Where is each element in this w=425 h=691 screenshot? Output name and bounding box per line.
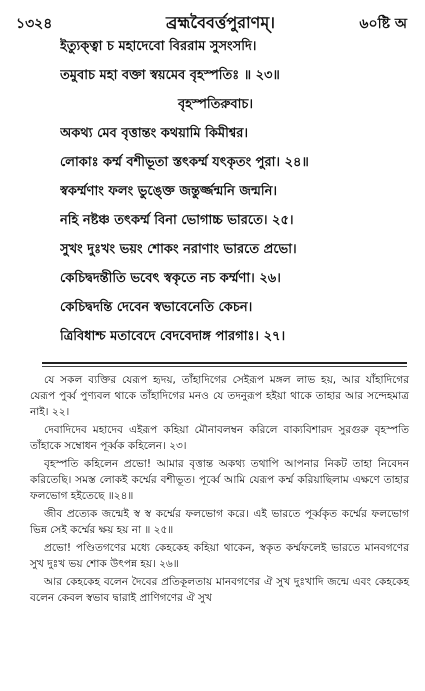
verse-line: নহি নষ্টঞ্চ তৎকর্ম্ম বিনা ভোগাচ্চ ভারতে। ২৫। xyxy=(60,213,294,228)
verse-line: সুখং দুঃখং ভয়ং শোকং নরাণাং ভারতে প্রভো। xyxy=(60,242,297,257)
section-divider xyxy=(42,362,407,364)
section-divider-thin xyxy=(42,366,407,367)
verse-line: স্বকর্ম্মণাং ফলং ভুঙ্ক্তে জন্তুর্জ্জন্মনি জন্মনি। xyxy=(60,184,277,199)
verse-line: কেচিদ্বদন্তি দেবেন স্বভাবেনেতি কেচন। xyxy=(60,300,253,315)
page-header xyxy=(16,8,407,32)
verse-line: তমুবাচ মহা বক্তা স্বয়মেব বৃহস্পতিঃ ॥ ২৩॥ xyxy=(60,68,280,83)
bengali-commentary xyxy=(30,372,409,608)
verse-line: অকথ্য মেব বৃত্তান্তং কথয়ামি কিমীশ্বর। xyxy=(60,126,249,141)
book-title: ব্রহ্মবৈবর্ত্তপুরাণম্। xyxy=(166,13,275,32)
commentary-paragraph: প্রভো! পণ্ডিতগণের মধ্যে কেহকেহ কহিয়া থাকেন, স্বকৃত কর্ম্মফলেই ভারতে মানবগণের সুখ দুঃখ ভয় শোক উৎপন্ন হয়। ২৬॥ xyxy=(30,542,409,571)
verse-line: কেচিদ্বদন্তীতি ভবেৎ স্বকৃতে নচ কর্ম্মণা। ২৬। xyxy=(60,271,281,286)
commentary-paragraph: আর কেহকেহ বলেন দৈবের প্রতিকূলতায় মানবগণের ঐ সুখ দুঃখাদি জন্মে এবং কেহকেহ বলেন কেবল স্বভাব দ্বারাই প্রাণিগণের ঐ সুখ xyxy=(30,575,409,605)
speaker-heading: বৃহস্পতিরুবাচ। xyxy=(177,97,254,112)
commentary-paragraph: দেবাদিদেব মহাদেব এইরূপ কহিয়া মৌনাবলম্বন করিলে বাক্যবিশারদ সুরগুরু বৃহস্পতি তাঁহাকে সম্বোধন পূর্ব্বক কহিলেন। ২৩। xyxy=(30,424,409,453)
sanskrit-verses xyxy=(60,32,411,351)
verse-line: ইত্যুক্ত্বা চ মহাদেবো বিররাম সুসংসদি। xyxy=(60,39,257,54)
chapter-label: ৬০ষ্টি অ xyxy=(359,16,407,32)
verse-line: ত্রিবিধাশ্চ মতাবেদে বেদবেদাঙ্গ পারগাঃ। ২৭। xyxy=(60,329,286,344)
commentary-paragraph: বৃহস্পতি কহিলেন প্রভো! আমার বৃত্তান্ত অকথ্য তথাপি আপনার নিকট তাহা নিবেদন করিতেছি। সমস্ত লোকই কর্ম্মের বশীভূত। পূর্ব্বে আমি যেরূপ কর্ম্ম করিয়াছিলাম এক্ষণে তাহার ফলভোগ হইতেছে ॥২৪॥ xyxy=(30,458,409,503)
commentary-paragraph: যে সকল ব্যক্তির যেরূপ হৃদয়, তাঁহাদিগের সেইরূপ মঙ্গল লাভ হয়, আর যাঁহাদিগের যেরূপ পুর্ব্ব পুণ্যবল থাকে তাঁহাদিগের মনও যে তদনুরূপ হইয়া থাকে তাহার আর সন্দেহমাত্র নাই। ২২। xyxy=(30,374,409,419)
verse-line: লোকাঃ কর্ম্ম বশীভূতা স্তৎকর্ম্ম যৎকৃতং পুরা। ২৪॥ xyxy=(60,155,309,170)
page-number: ১৩২৪ xyxy=(16,16,53,32)
commentary-paragraph: জীব প্রত্যেক জন্মেই স্ব স্ব কর্ম্মের ফলভোগ করে। এই ভারতে পূর্ব্বকৃত কর্ম্মের ফলভোগ ভিন্ন সেই কর্ম্মের ক্ষয় হয় না ॥ ২৫॥ xyxy=(30,508,409,537)
